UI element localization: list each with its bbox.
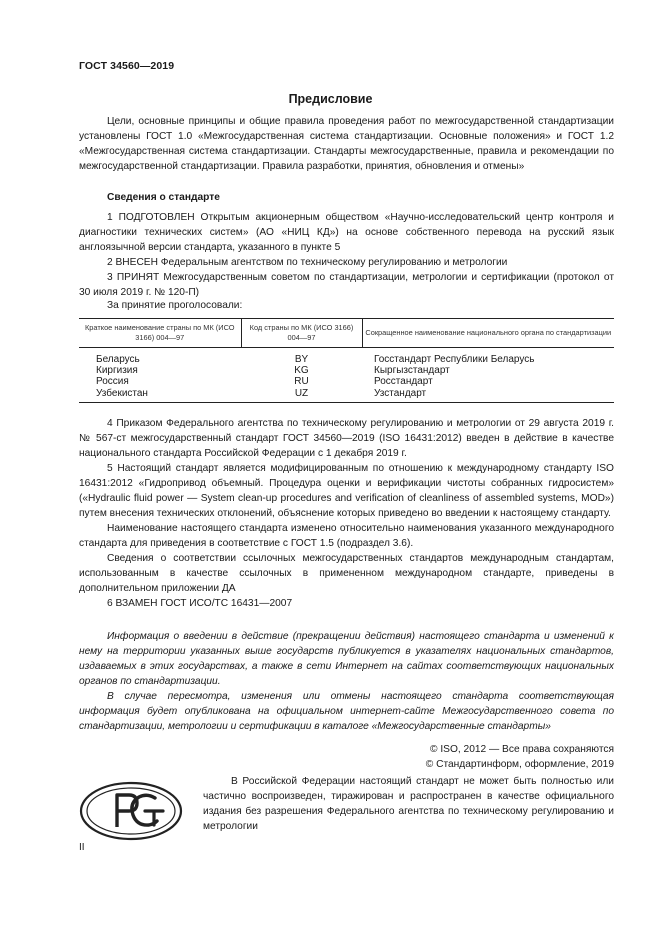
code-cell: UZ — [241, 388, 362, 403]
item-3: 3 ПРИНЯТ Межгосударственным советом по стандартизации, метрологии и сертификации (протокол от 30 июля 2019 г. № 120-П) — [79, 272, 614, 298]
item-4: 4 Приказом Федерального агентства по техническому регулированию и метрологии от 29 августа 2019 г. № 567-ст межгосударственный стандарт ГОСТ 34560—2019 (ISO 16431:2012) введен в действие в качестве национального стандарта Российской Федерации с 1 декабря 2019 г. — [79, 418, 614, 459]
reproduction-notice-block — [203, 774, 614, 834]
item-2: 2 ВНЕСЕН Федеральным агентством по техническому регулированию и метрологии — [107, 257, 508, 268]
intro-block — [79, 114, 614, 174]
copyright-standartinform: © Стандартинформ, оформление, 2019 — [425, 759, 614, 770]
intro-paragraph: Цели, основные принципы и общие правила проведения работ по межгосударственной стандартизации установлены ГОСТ 1.0 «Межгосударственная система стандартизации. Основные положения» и ГОСТ 1.2 «Межгосударственная система стандартизации. Стандарты межгосударственные, правила и рекомендации по межгосударственной стандартизации. Правила разработки, принятия, обновления и отмены» — [79, 116, 614, 172]
table-header-code: Код страны по МК (ИСО 3166) 004—97 — [241, 319, 362, 348]
code-cell: BY — [294, 354, 309, 365]
table-row — [79, 365, 614, 376]
code-cell: KG — [294, 365, 309, 377]
voting-countries-table — [79, 318, 614, 403]
body-cell: Узстандарт — [362, 388, 614, 403]
item-6: 6 ВЗАМЕН ГОСТ ИСО/ТС 16431—2007 — [107, 598, 293, 609]
table-row — [79, 376, 614, 387]
standard-info-block — [79, 210, 614, 300]
country-cell: Беларусь — [96, 354, 140, 365]
item-1: 1 ПОДГОТОВЛЕН Открытым акционерным обществом «Научно-исследовательский центр контроля и диагностики технических систем» (АО «НИЦ КД») на основе собственного перевода на русский язык англоязычной версии стандарта, указанного в пункте 5 — [79, 212, 614, 253]
item-5-name-note: Наименование настоящего стандарта изменено относительно наименования указанного международного стандарта для приведения в соответствие с ГОСТ 1.5 (подраздел 3.6). — [79, 523, 614, 549]
info-paragraph-2: В случае пересмотра, изменения или отмены настоящего стандарта соответствующая информация будет опубликована на официальном интернет-сайте Межгосударственного совета по стандартизации, метрологии и сертификации в каталоге «Межгосударственные стандарты» — [79, 691, 614, 732]
publication-info-block — [79, 629, 614, 734]
code-cell: RU — [294, 376, 309, 388]
table-row — [79, 388, 614, 403]
body-cell: Госстандарт Республики Беларусь — [374, 354, 535, 365]
item-5: 5 Настоящий стандарт является модифицированным по отношению к международному стандарту ISO 16431:2012 «Гидропривод объемный. Процедура оценки и верификации чистоты собранных гидросистем» («Hydraulic fluid power — System clean-up procedures and verification of cleanliness of assembled systems, MOD») путем внесения технических отклонений, объяснение которых приведено во введении к настоящему стандарту. — [79, 463, 614, 519]
item-5-references-note: Сведения о соответствии ссылочных межгосударственных стандартов международным стандартам, использованным в качестве ссылочных в примененном международном стандарте, приведены в дополнительном приложении ДА — [79, 553, 614, 594]
body-cell: Кыргызстандарт — [374, 365, 450, 377]
table-header-country: Краткое наименование страны по МК (ИСО 3166) 004—97 — [79, 319, 241, 348]
standard-info-block-2 — [79, 416, 614, 611]
body-cell: Росстандарт — [374, 376, 433, 388]
rst-logo-icon — [79, 781, 183, 841]
document-number-header: ГОСТ 34560—2019 — [79, 60, 175, 72]
country-cell: Узбекистан — [79, 388, 241, 403]
section-heading: Сведения о стандарте — [107, 192, 220, 203]
page-title: Предисловие — [288, 92, 373, 106]
table-row — [79, 348, 614, 366]
table-header-body: Сокращенное наименование национального органа по стандартизации — [362, 319, 614, 348]
page-number: II — [79, 842, 85, 853]
copyright-iso: © ISO, 2012 — Все права сохраняются — [430, 744, 614, 755]
reproduction-notice: В Российской Федерации настоящий стандарт не может быть полностью или частично воспроизведен, тиражирован и распространен в качестве официального издания без разрешения Федерального агентства по техническому регулированию и метрологии — [203, 776, 614, 832]
copyright-block — [300, 742, 614, 772]
info-paragraph-1: Информация о введении в действие (прекращении действия) настоящего стандарта и изменений к нему на территории указанных выше государств публикуется в указателях национальных стандартов, издаваемых в этих государствах, а также в сети Интернет на сайтах соответствующих национальных органов по стандартизации. — [79, 631, 614, 687]
country-cell: Россия — [96, 376, 129, 388]
voted-label: За принятие проголосовали: — [107, 300, 243, 311]
table-header-row — [79, 319, 614, 348]
country-cell: Киргизия — [96, 365, 138, 377]
